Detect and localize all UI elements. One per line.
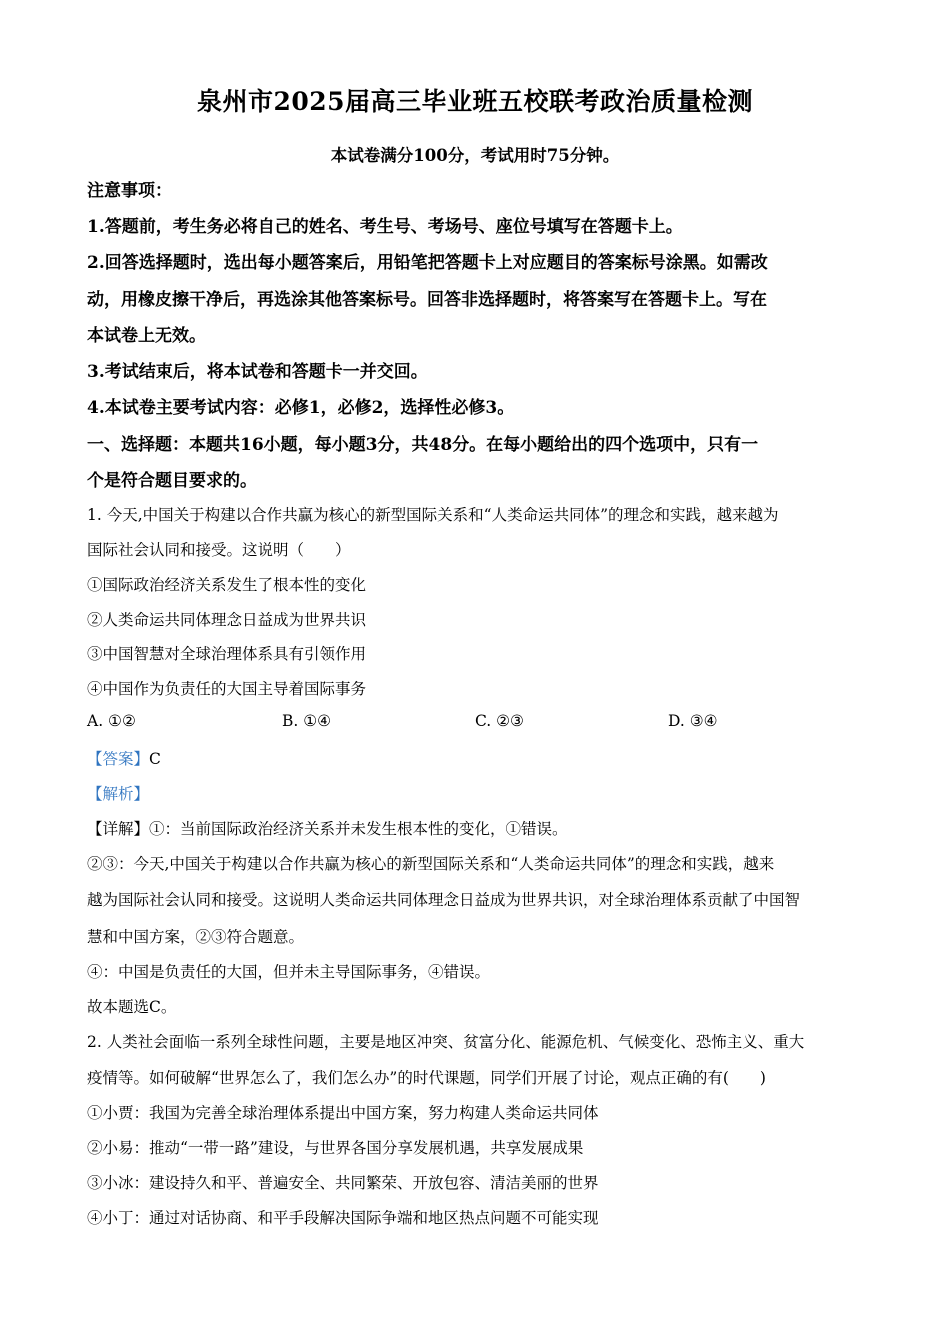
q1-detail-line-2: ②③：今天,中国关于构建以合作共赢为核心的新型国际关系和“人类命运共同体”的理念和实践，越来 [87,855,775,873]
q2-statement-3: ③小冰：建设持久和平、普遍安全、共同繁荣、开放包容、清洁美丽的世界 [87,1174,599,1192]
notice-item-1: 1.答题前，考生务必将自己的姓名、考生号、考场号、座位号填写在答题卡上。 [87,217,683,237]
q1-option-b: B. ①④ [282,712,332,730]
notice-item-2-line-3: 本试卷上无效。 [87,326,206,346]
q1-statement-3: ③中国智慧对全球治理体系具有引领作用 [87,645,367,663]
notice-item-3: 3.考试结束后，将本试卷和答题卡一并交回。 [87,362,428,382]
section-heading-line-1: 一、选择题：本题共16小题，每小题3分，共48分。在每小题给出的四个选项中，只有一 [87,435,759,455]
q2-stem-line-1: 2. 人类社会面临一系列全球性问题，主要是地区冲突、贫富分化、能源危机、气候变化、恐怖主义、重大 [87,1033,805,1051]
q2-stem-line-2: 疫情等。如何破解“世界怎么了，我们怎么办”的时代课题，同学们开展了讨论，观点正确的有( ) [87,1069,766,1087]
q1-option-a: A. ①② [87,712,136,730]
notice-item-2-line-2: 动，用橡皮擦干净后，再选涂其他答案标号。回答非选择题时，将答案写在答题卡上。写在 [87,290,767,310]
q2-statement-2: ②小易：推动“一带一路”建设，与世界各国分享发展机遇，共享发展成果 [87,1139,584,1157]
q1-option-d: D. ③④ [668,712,718,730]
exam-info: 本试卷满分100分，考试用时75分钟。 [330,146,620,165]
q1-detail-line-6: 故本题选C。 [87,998,177,1016]
q2-statement-4: ④小丁：通过对话协商、和平手段解决国际争端和地区热点问题不可能实现 [87,1209,599,1227]
q1-statement-4: ④中国作为负责任的大国主导着国际事务 [87,680,367,698]
analysis-label: 【解析】 [87,785,150,803]
q1-answer [87,747,161,769]
q1-statement-2: ②人类命运共同体理念日益成为世界共识 [87,611,367,629]
answer-label: 【答案】 [87,750,150,768]
q1-detail-line-5: ④：中国是负责任的大国，但并未主导国际事务，④错误。 [87,963,491,981]
q1-stem-line-1: 1. 今天,中国关于构建以合作共赢为核心的新型国际关系和“人类命运共同体”的理念和实践，越来越为 [87,506,779,524]
q1-detail-line-1: 【详解】①：当前国际政治经济关系并未发生根本性的变化，①错误。 [87,820,568,838]
q2-statement-1: ①小贾：我国为完善全球治理体系提出中国方案，努力构建人类命运共同体 [87,1104,599,1122]
notice-heading: 注意事项： [87,181,172,201]
section-heading-line-2: 个是符合题目要求的。 [87,471,257,491]
q1-detail-line-3: 越为国际社会认同和接受。这说明人类命运共同体理念日益成为世界共识，对全球治理体系贡献了中国智 [87,891,801,909]
q1-options [87,712,867,736]
q1-statement-1: ①国际政治经济关系发生了根本性的变化 [87,576,367,594]
q1-option-c: C. ②③ [475,712,524,730]
q1-stem-line-2: 国际社会认同和接受。这说明（ ） [87,541,351,559]
page-title: 泉州市2025届高三毕业班五校联考政治质量检测 [196,87,754,116]
answer-value: C [149,750,161,768]
notice-item-2-line-1: 2.回答选择题时，选出每小题答案后，用铅笔把答题卡上对应题目的答案标号涂黑。如需改 [87,253,768,273]
q1-detail-line-4: 慧和中国方案，②③符合题意。 [87,928,305,946]
notice-item-4: 4.本试卷主要考试内容：必修1，必修2，选择性必修3。 [87,398,515,418]
